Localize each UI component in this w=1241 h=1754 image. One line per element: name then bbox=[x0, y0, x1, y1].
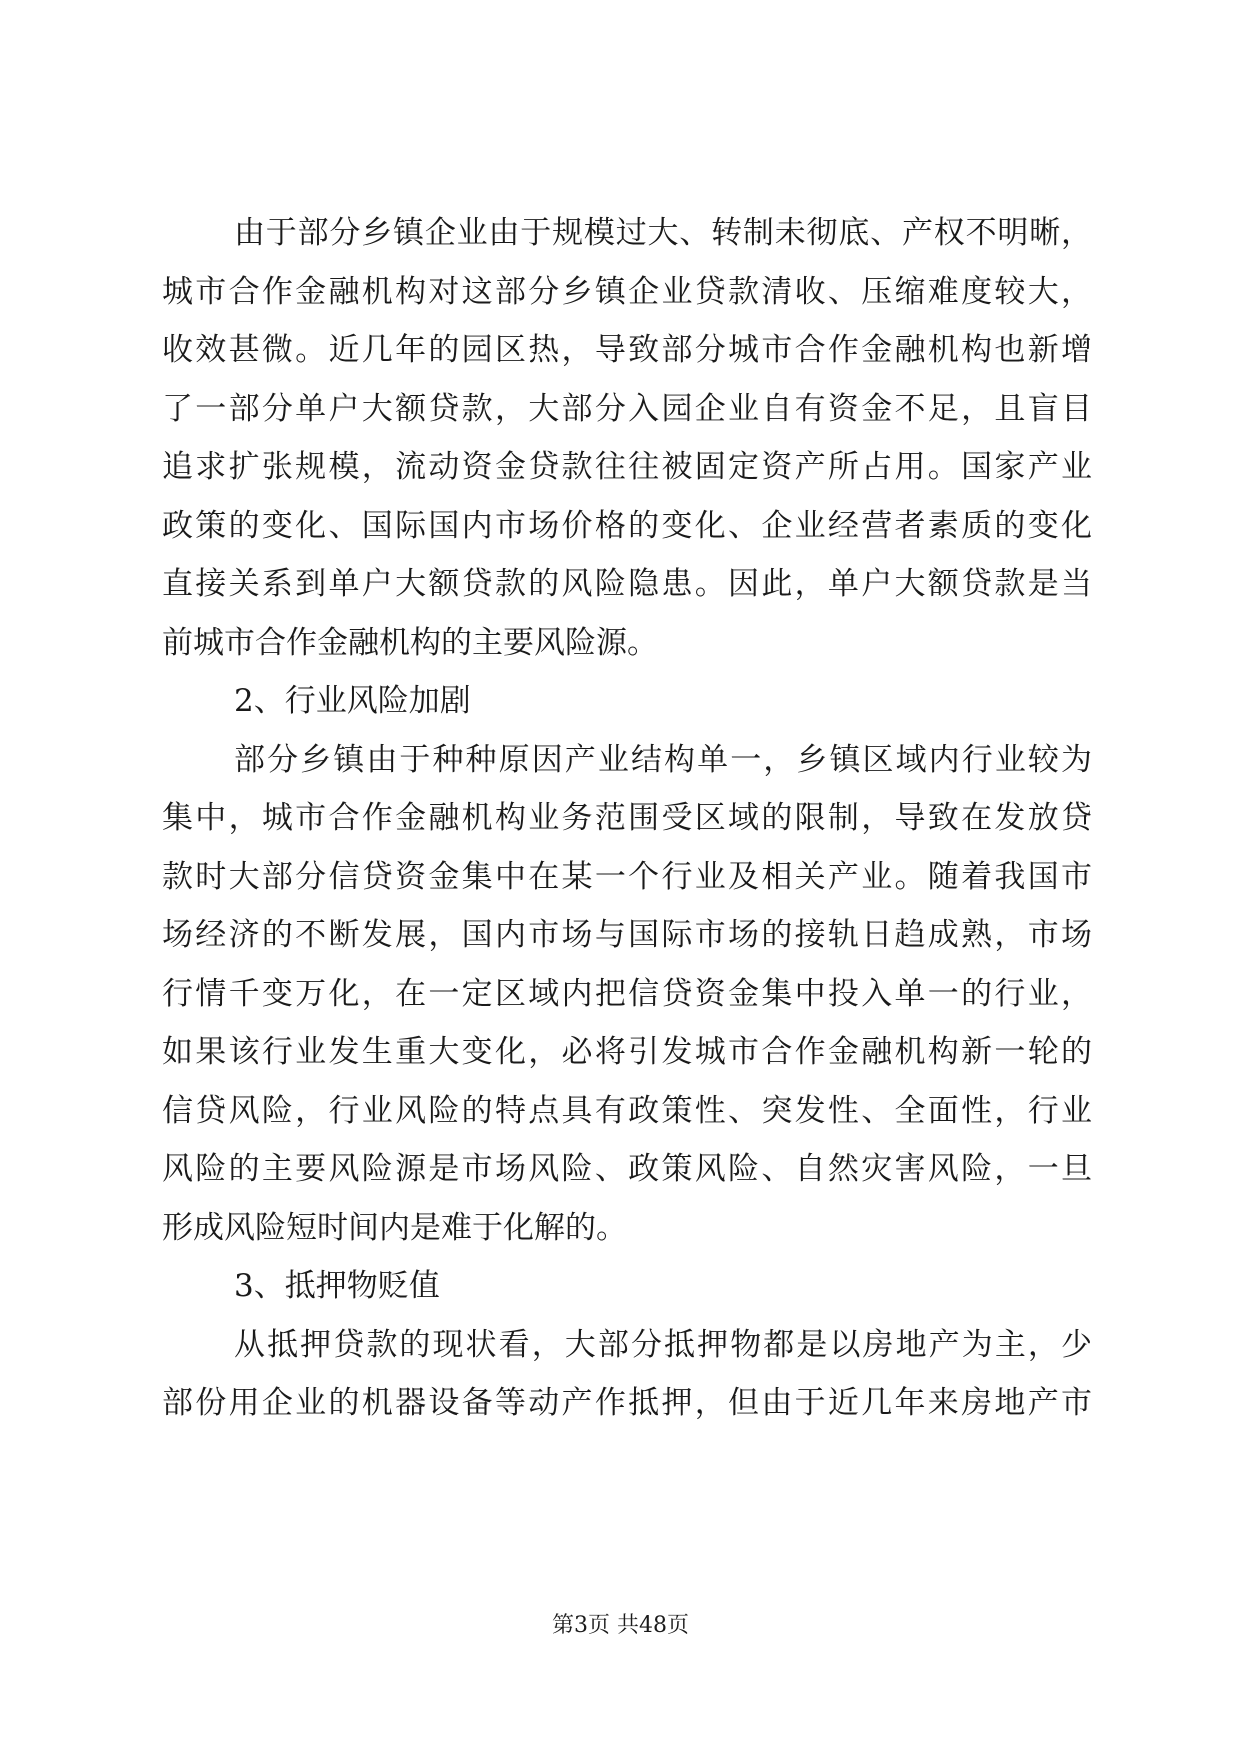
paragraph-line: 款时大部分信贷资金集中在某一个行业及相关产业。随着我国市 bbox=[162, 859, 1092, 895]
paragraph-line: 由于部分乡镇企业由于规模过大、转制未彻底、产权不明晰， bbox=[234, 215, 1092, 251]
paragraph-line: 追求扩张规模，流动资金贷款往往被固定资产所占用。国家产业 bbox=[162, 449, 1092, 485]
page-number-footer: 第3页 共48页 bbox=[552, 1613, 689, 1638]
paragraph-line: 城市合作金融机构对这部分乡镇企业贷款清收、压缩难度较大， bbox=[162, 274, 1092, 310]
paragraph-line: 直接关系到单户大额贷款的风险隐患。因此，单户大额贷款是当 bbox=[162, 566, 1092, 602]
section-heading: 2、行业风险加剧 bbox=[234, 683, 471, 719]
paragraph-line: 行情千变万化，在一定区域内把信贷资金集中投入单一的行业， bbox=[162, 976, 1092, 1012]
paragraph-line: 形成风险短时间内是难于化解的。 bbox=[162, 1210, 627, 1246]
paragraph-line: 信贷风险，行业风险的特点具有政策性、突发性、全面性，行业 bbox=[162, 1093, 1092, 1129]
paragraph-line: 风险的主要风险源是市场风险、政策风险、自然灾害风险，一旦 bbox=[162, 1151, 1092, 1187]
paragraph-line: 如果该行业发生重大变化，必将引发城市合作金融机构新一轮的 bbox=[162, 1034, 1092, 1070]
section-heading: 3、抵押物贬值 bbox=[234, 1268, 440, 1304]
paragraph-line: 从抵押贷款的现状看，大部分抵押物都是以房地产为主，少 bbox=[234, 1327, 1092, 1363]
paragraph-line: 部分乡镇由于种种原因产业结构单一，乡镇区域内行业较为 bbox=[234, 742, 1092, 778]
paragraph-line: 了一部分单户大额贷款，大部分入园企业自有资金不足，且盲目 bbox=[162, 391, 1092, 427]
paragraph-line: 场经济的不断发展，国内市场与国际市场的接轨日趋成熟，市场 bbox=[162, 917, 1092, 953]
paragraph-line: 政策的变化、国际国内市场价格的变化、企业经营者素质的变化 bbox=[162, 508, 1092, 544]
paragraph-line: 部份用企业的机器设备等动产作抵押，但由于近几年来房地产市 bbox=[162, 1385, 1092, 1421]
paragraph-line: 集中，城市合作金融机构业务范围受区域的限制，导致在发放贷 bbox=[162, 800, 1092, 836]
paragraph-line: 收效甚微。近几年的园区热，导致部分城市合作金融机构也新增 bbox=[162, 332, 1092, 368]
paragraph-line: 前城市合作金融机构的主要风险源。 bbox=[162, 625, 658, 661]
